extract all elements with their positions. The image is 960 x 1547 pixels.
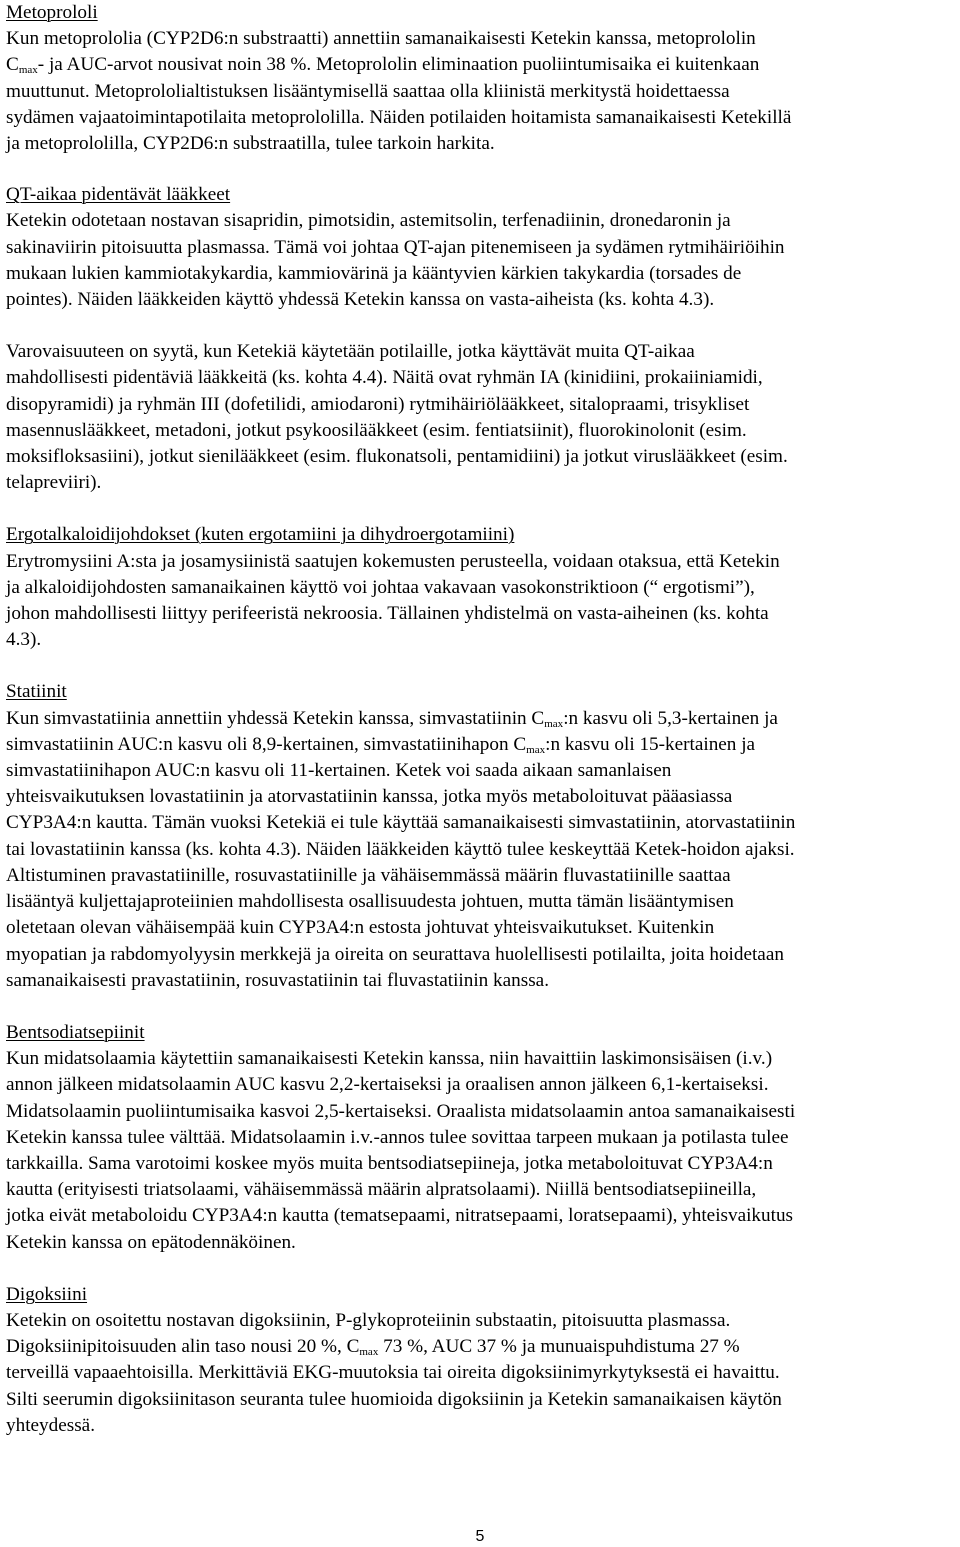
- spacer: [6, 157, 956, 182]
- paragraph-line: Altistuminen pravastatiinille, rosuvastatiinille ja vähäisemmässä määrin fluvastatiinille saattaa: [6, 864, 731, 886]
- section-qt-aikaa: [6, 182, 956, 313]
- paragraph-line: simvastatiinihapon AUC:n kasvu oli 11-kertainen. Ketek voi saada aikaan samanlaisen: [6, 760, 672, 782]
- paragraph-line: disopyramidi) ja ryhmän III (dofetilidi, amiodaroni) rytmihäiriölääkkeet, sitalopraami, trisykliset: [6, 393, 750, 415]
- heading-ergotalkaloidit: Ergotalkaloidijohdokset (kuten ergotamiini ja dihydroergotamiini): [6, 524, 515, 546]
- section-bentsodiatsepiinit: [6, 1020, 956, 1256]
- paragraph-line: pointes). Näiden lääkkeiden käyttö yhdessä Ketekin kanssa on vasta-aiheista (ks. kohta 4.3).: [6, 289, 715, 311]
- paragraph-line-text: Digoksiinipitoisuuden alin taso nousi 20 %, C: [6, 1336, 360, 1358]
- paragraph-line: tai lovastatiinin kanssa (ks. kohta 4.3). Näiden lääkkeiden käyttö tulee keskeyttää Ketek-hoidon ajaksi.: [6, 838, 795, 860]
- paragraph-line: Kun midatsolaamia käytettiin samanaikaisesti Ketekin kanssa, niin havaittiin laskimonsisäisen (i.v.): [6, 1048, 773, 1070]
- paragraph-line-text: 73 %, AUC 37 % ja munuaispuhdistuma 27 %: [378, 1336, 740, 1358]
- paragraph-line: mahdollisesti pidentäviä lääkkeitä (ks. kohta 4.4). Näitä ovat ryhmän IA (kinidiini, prokaiiniamidi,: [6, 367, 763, 389]
- paragraph-line: annon jälkeen midatsolaamin AUC kasvu 2,2-kertaiseksi ja oraalisen annon jälkeen 6,1-kertaiseksi.: [6, 1074, 769, 1096]
- c-max-subscript: max: [544, 717, 564, 730]
- paragraph-line: Ketekin odotetaan nostavan sisapridin, pimotsidin, astemitsolin, terfenadiinin, dronedaronin ja: [6, 210, 731, 232]
- section-ergotalkaloidit: [6, 522, 956, 653]
- spacer: [6, 653, 956, 679]
- c-max-subscript: max: [18, 64, 38, 77]
- paragraph-line: sydämen vajaatoimintapotilaita metoprololilla. Näiden potilaiden hoitamista samanaikaisesti Ketekillä: [6, 106, 792, 128]
- paragraph-line: tarkkailla. Sama varotoimi koskee myös muita bentsodiatsepiineja, jotka metaboloituvat CYP3A4:n: [6, 1152, 773, 1174]
- paragraph-line: ja metoprololilla, CYP2D6:n substraatilla, tulee tarkoin harkita.: [6, 133, 495, 155]
- paragraph-line: [6, 706, 956, 732]
- spacer: [6, 1256, 956, 1282]
- paragraph-line: kautta (erityisesti triatsolaami, vähäisemmässä määrin alpratsolaami). Niillä bentsodiatsepiineilla,: [6, 1179, 757, 1201]
- document-page: [6, 0, 956, 1439]
- paragraph-line: Erytromysiini A:sta ja josamysiinistä saatujen kokemusten perusteella, voidaan otaksua, että Ketekin: [6, 550, 780, 572]
- paragraph-line: 4.3).: [6, 629, 42, 651]
- spacer: [6, 496, 956, 522]
- paragraph-line: ja alkaloidijohdosten samanaikainen käyttö voi johtaa vakavaan vasokonstriktioon (“ ergotismi”),: [6, 576, 755, 598]
- paragraph-line-text: - ja AUC-arvot nousivat noin 38 %. Metoprololin eliminaation puoliintumisaika ei kuitenkaan: [37, 54, 760, 76]
- paragraph-line: masennuslääkkeet, metadoni, jotkut psykoosilääkkeet (esim. fentiatsiinit), fluorokinolonit (esim.: [6, 419, 747, 441]
- paragraph-line-text: simvastatiinin AUC:n kasvu oli 8,9-kertainen, simvastatiinihapon C: [6, 733, 527, 755]
- paragraph-line: terveillä vapaaehtoisilla. Merkittäviä EKG-muutoksia tai oireita digoksiinimyrkytyksestä ei havaittu.: [6, 1362, 780, 1384]
- heading-statiinit: Statiinit: [6, 681, 67, 703]
- heading-digoksiini: Digoksiini: [6, 1283, 88, 1305]
- paragraph-line: myopatian ja rabdomyolyysin merkkejä ja oireita on seurattava huolellisesti potilailta, joita hoidetaan: [6, 943, 784, 965]
- paragraph-line: [6, 1334, 956, 1360]
- paragraph-line: jotka eivät metaboloidu CYP3A4:n kautta (tematsepaami, nitratsepaami, loratsepaami), yhteisvaikutus: [6, 1205, 794, 1227]
- paragraph-line: samanaikaisesti pravastatiinin, rosuvastatiinin tai fluvastatiinin kanssa.: [6, 969, 549, 991]
- paragraph-line: [6, 52, 956, 78]
- paragraph-line: CYP3A4:n kautta. Tämän vuoksi Ketekiä ei tule käyttää samanaikaisesti simvastatiinin, atorvastatiinin: [6, 812, 796, 834]
- paragraph-line: yhteydessä.: [6, 1414, 95, 1436]
- c-max-subscript: max: [526, 743, 546, 756]
- paragraph-line-text: :n kasvu oli 15-kertainen ja: [545, 733, 756, 755]
- paragraph-line: mukaan lukien kammiotakykardia, kammiovärinä ja kääntyvien kärkien takykardia (torsades de: [6, 262, 742, 284]
- paragraph-line: johon mahdollisesti liittyy perifeeristä nekroosia. Tällainen yhdistelmä on vasta-aiheinen (ks. kohta: [6, 603, 769, 625]
- section-metoprololi: [6, 0, 956, 157]
- paragraph-line: Ketekin kanssa tulee välttää. Midatsolaamin i.v.-annos tulee sovittaa tarpeen mukaan ja potilasta tulee: [6, 1126, 789, 1148]
- paragraph-line-text: Kun simvastatiinia annettiin yhdessä Ketekin kanssa, simvastatiinin C: [6, 707, 545, 729]
- paragraph-line: muuttunut. Metoprololialtistuksen lisääntymisellä saattaa olla kliinistä merkitystä hoidettaessa: [6, 80, 730, 102]
- paragraph-line: sakinaviirin pitoisuutta plasmassa. Tämä voi johtaa QT-ajan pitenemiseen ja sydämen rytmihäiriöihin: [6, 236, 785, 258]
- paragraph-line: telapreviiri).: [6, 472, 102, 494]
- spacer: [6, 313, 956, 339]
- c-max-symbol: C: [6, 54, 19, 76]
- page-number: 5: [475, 1528, 485, 1545]
- paragraph-line: lisääntyä kuljettajaproteiinien mahdollisesta osallisuudesta johtuen, mutta tämän lisääntymisen: [6, 891, 734, 913]
- paragraph-line: Midatsolaamin puoliintumisaika kasvoi 2,5-kertaiseksi. Oraalista midatsolaamin antoa samanaikaisesti: [6, 1100, 796, 1122]
- paragraph-line: Varovaisuuteen on syytä, kun Ketekiä käytetään potilaille, jotka käyttävät muita QT-aikaa: [6, 341, 695, 363]
- heading-metoprololi: Metoprololi: [6, 2, 98, 23]
- paragraph-line: Ketekin on osoitettu nostavan digoksiinin, P-glykoproteiinin substaatin, pitoisuutta plasmassa.: [6, 1309, 731, 1331]
- spacer: [6, 994, 956, 1020]
- section-varovaisuuteen: [6, 339, 956, 496]
- paragraph-line: moksifloksasiini), jotkut sienilääkkeet (esim. flukonatsoli, pentamidiini) ja jotkut viruslääkkeet (esim.: [6, 446, 788, 468]
- heading-bentsodiatsepiinit: Bentsodiatsepiinit: [6, 1021, 145, 1043]
- section-statiinit: [6, 679, 956, 993]
- heading-qt-aikaa: QT-aikaa pidentävät lääkkeet: [6, 184, 231, 206]
- paragraph-line: Ketekin kanssa on epätodennäköinen.: [6, 1231, 296, 1253]
- paragraph-line: [6, 732, 956, 758]
- c-max-subscript: max: [359, 1346, 379, 1359]
- paragraph-line: yhteisvaikutuksen lovastatiinin ja atorvastatiinin kanssa, jotka myös metaboloituvat pääasiassa: [6, 786, 733, 808]
- paragraph-line: oletetaan olevan vähäisempää kuin CYP3A4:n estosta johtuvat yhteisvaikutukset. Kuitenkin: [6, 917, 715, 939]
- paragraph-line-text: :n kasvu oli 5,3-kertainen ja: [563, 707, 778, 729]
- section-digoksiini: [6, 1282, 956, 1439]
- paragraph-line: Kun metoprololia (CYP2D6:n substraatti) annettiin samanaikaisesti Ketekin kanssa, metoprololin: [6, 28, 756, 50]
- paragraph-line: Silti seerumin digoksiinitason seuranta tulee huomioida digoksiinin ja Ketekin samanaikaisen käytön: [6, 1388, 782, 1410]
